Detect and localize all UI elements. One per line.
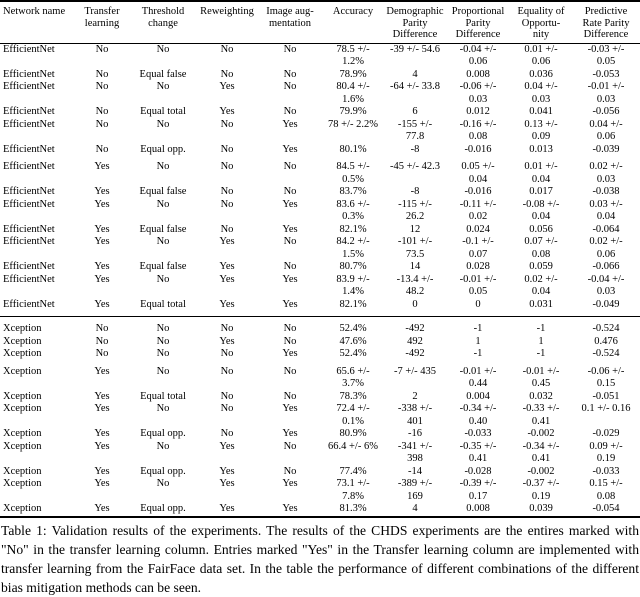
table-cell: -341 +/- 398 xyxy=(397,440,433,464)
table-cell: Yes xyxy=(282,478,298,489)
table-cell: -0.524 xyxy=(592,348,620,359)
header-row xyxy=(0,1,640,43)
table-cell: -0.04 +/- 0.06 xyxy=(459,43,497,67)
table-cell: No xyxy=(283,236,297,247)
table-row xyxy=(0,81,640,106)
table-cell: -0.08 +/- 0.04 xyxy=(522,198,560,222)
table-cell: -0.028 xyxy=(464,465,492,477)
table-cell: 0.01 +/- 0.04 xyxy=(524,161,558,185)
table-cell: Yes xyxy=(219,236,235,247)
table-cell: Yes xyxy=(94,440,110,452)
table-row xyxy=(0,119,640,144)
table-cell: 0.036 xyxy=(529,68,553,80)
table-cell: 81.3% xyxy=(339,503,367,514)
table-cell: 0.013 xyxy=(529,143,553,155)
table-cell: Yes xyxy=(94,223,110,235)
table-row xyxy=(0,199,640,224)
table-cell: No xyxy=(156,198,170,210)
table-cell: -0.066 xyxy=(592,261,620,272)
table-cell: Yes xyxy=(219,106,235,117)
table-cell: Yes xyxy=(282,118,298,130)
table-cell: 0.031 xyxy=(529,298,553,310)
table-cell: -8 xyxy=(410,143,420,155)
table-cell: No xyxy=(156,348,170,359)
table-cell: 0.02 +/- 0.06 xyxy=(589,236,623,260)
table-cell: No xyxy=(220,365,234,377)
table-cell: -0.016 xyxy=(464,143,492,155)
table-row xyxy=(0,317,640,336)
network-name-cell: Xception xyxy=(3,403,42,414)
table-cell: No xyxy=(220,348,234,359)
table-cell: 82.1% xyxy=(339,223,367,235)
table-cell: -8 xyxy=(410,186,420,197)
table-cell: Yes xyxy=(282,143,298,155)
table-cell: No xyxy=(156,335,170,347)
table-cell: No xyxy=(156,161,170,172)
table-cell: -0.33 +/- 0.41 xyxy=(522,403,560,427)
table-cell: 78.3% xyxy=(339,390,367,402)
network-name-cell: Xception xyxy=(3,428,42,439)
table-cell: Yes xyxy=(219,503,235,514)
column-header: Image aug- mentation xyxy=(258,1,322,43)
table-cell: -0.056 xyxy=(592,106,620,117)
table-cell: Yes xyxy=(282,348,298,359)
network-name-cell: Xception xyxy=(3,348,42,359)
network-name-cell: EfficientNet xyxy=(3,143,55,155)
network-name-cell: EfficientNet xyxy=(3,68,55,80)
table-cell: Yes xyxy=(219,261,235,272)
table-cell: 65.6 +/- 3.7% xyxy=(336,365,370,389)
table-row xyxy=(0,224,640,237)
table-cell: No xyxy=(156,403,170,414)
table-cell: -0.002 xyxy=(527,465,555,477)
table-cell: 47.6% xyxy=(339,335,367,347)
network-name-cell: Xception xyxy=(0,317,74,336)
table-cell: 78.9% xyxy=(339,68,367,80)
table-row xyxy=(0,441,640,466)
column-header: Demographic Parity Difference xyxy=(384,1,446,43)
table-cell: No xyxy=(220,390,234,402)
table-cell: Yes xyxy=(94,428,110,439)
table-cell: Equal total xyxy=(140,298,186,310)
table-cell: 72.4 +/- 0.1% xyxy=(336,403,370,427)
table-cell: No xyxy=(220,223,234,235)
table-cell: 0.07 +/- 0.08 xyxy=(524,236,558,260)
table-cell: Yes xyxy=(219,273,235,285)
table-cell: 0.476 xyxy=(594,335,618,347)
table-cell: -7 +/- 435 xyxy=(393,365,437,377)
table-cell: Yes xyxy=(94,465,110,477)
table-cell: No xyxy=(220,68,234,80)
table-cell: -1 xyxy=(536,348,546,359)
table-cell: 0.024 xyxy=(466,223,490,235)
table-cell: 0.02 +/- 0.03 xyxy=(589,161,623,185)
table-cell: No xyxy=(220,143,234,155)
table-row xyxy=(0,274,640,299)
table-cell: 78 +/- 2.2% xyxy=(328,118,378,130)
table-cell: -0.049 xyxy=(592,298,620,310)
table-cell: 0.039 xyxy=(529,503,553,514)
table-cell: No xyxy=(156,440,170,452)
table-cell: -0.064 xyxy=(592,223,620,235)
table-cell: -0.01 +/- 0.44 xyxy=(459,365,497,389)
table-cell: -492 xyxy=(384,317,446,336)
table-row xyxy=(0,428,640,441)
table-cell: -0.37 +/- 0.19 xyxy=(522,478,560,502)
table-cell: 6 xyxy=(412,106,418,117)
table-cell: 83.9 +/- 1.4% xyxy=(336,273,370,297)
network-name-cell: EfficientNet xyxy=(3,223,55,235)
table-cell: -0.11 +/- 0.02 xyxy=(459,198,497,222)
network-name-cell: Xception xyxy=(3,440,42,452)
table-cell: 80.9% xyxy=(339,428,367,439)
table-cell: -0.16 +/- 0.08 xyxy=(459,118,497,142)
table-cell: No xyxy=(283,81,297,92)
table-cell: No xyxy=(95,118,109,130)
table-cell: Yes xyxy=(94,186,110,197)
network-name-cell: EfficientNet xyxy=(3,186,55,197)
table-cell: 2 xyxy=(412,390,418,402)
table-cell: 1 xyxy=(538,335,544,347)
table-cell: -101 +/- 73.5 xyxy=(397,236,433,260)
table-cell: No xyxy=(220,118,234,130)
table-cell: No xyxy=(156,43,170,55)
table-cell: -338 +/- 401 xyxy=(397,403,433,427)
table-cell: 52.4% xyxy=(339,348,367,359)
table-cell: 0.03 +/- 0.04 xyxy=(589,198,623,222)
table-cell: 0.05 +/- 0.04 xyxy=(461,161,495,185)
table-cell: Yes xyxy=(94,261,110,272)
table-cell: No xyxy=(95,68,109,80)
table-cell: 12 xyxy=(409,223,421,235)
table-row xyxy=(0,478,640,503)
table-cell: No xyxy=(74,317,130,336)
table-cell: 0.02 +/- 0.04 xyxy=(524,273,558,297)
network-name-cell: EfficientNet xyxy=(3,81,55,92)
table-cell: -0.06 +/- 0.15 xyxy=(587,365,625,389)
network-name-cell: Xception xyxy=(3,478,42,489)
table-cell: -0.1 +/- 0.07 xyxy=(462,236,494,260)
table-row xyxy=(0,156,640,186)
table-cell: No xyxy=(283,43,297,55)
column-header: Network name xyxy=(0,1,74,43)
table-cell: -0.039 xyxy=(592,143,620,155)
table-cell: Yes xyxy=(219,81,235,92)
table-cell: No xyxy=(283,365,297,377)
table-cell: No xyxy=(283,161,297,172)
table-cell: Yes xyxy=(94,478,110,489)
table-cell: 66.4 +/- 6% xyxy=(328,440,378,452)
table-cell: No xyxy=(156,236,170,247)
table-row xyxy=(0,503,640,517)
table-cell: Yes xyxy=(94,298,110,310)
column-header: Proportional Parity Difference xyxy=(446,1,510,43)
table-cell: No xyxy=(220,428,234,439)
table-cell: No xyxy=(130,317,196,336)
table-cell: -115 +/- 26.2 xyxy=(398,198,432,222)
table-cell: Equal false xyxy=(139,186,187,197)
table-cell: -0.39 +/- 0.17 xyxy=(459,478,497,502)
table-cell: No xyxy=(95,81,109,92)
table-cell: 80.1% xyxy=(339,143,367,155)
table-row xyxy=(0,299,640,317)
network-name-cell: Xception xyxy=(3,465,42,477)
table-cell: -0.04 +/- 0.03 xyxy=(587,273,625,297)
table-cell: 73.1 +/- 7.8% xyxy=(336,478,370,502)
table-cell: 0.028 xyxy=(466,261,490,272)
table-cell: Equal false xyxy=(139,261,187,272)
table-cell: No xyxy=(95,335,109,347)
table-cell: -492 xyxy=(405,348,425,359)
table-cell: Yes xyxy=(94,273,110,285)
table-row xyxy=(0,403,640,428)
table-cell: 0.004 xyxy=(466,390,490,402)
table-cell: Equal total xyxy=(140,390,186,402)
network-name-cell: EfficientNet xyxy=(3,43,55,55)
table-cell: -0.34 +/- 0.40 xyxy=(459,403,497,427)
table-cell: No xyxy=(156,81,170,92)
table-cell: 82.1% xyxy=(339,298,367,310)
table-cell: -0.033 xyxy=(464,428,492,439)
table-cell: Yes xyxy=(282,223,298,235)
table-cell: Equal false xyxy=(139,68,187,80)
table-row xyxy=(0,106,640,119)
table-cell: -1 xyxy=(473,348,483,359)
table-cell: 4 xyxy=(412,68,418,80)
table-cell: Yes xyxy=(219,298,235,310)
table-cell: -14 xyxy=(408,465,422,477)
table-cell: 0 xyxy=(475,298,481,310)
table-caption: Table 1: Validation results of the experiments. The results of the CHDS experiments are the entires marked with "No" in the transfer learning column. Entries marked "Yes" in the Transfer learning column are implemented with transfer learning from the FairFace data set. In the table the performance of different combinations of the different bias mitigation methods can be seen. xyxy=(1,522,639,595)
table-cell: Equal opp. xyxy=(140,503,186,514)
network-name-cell: Xception xyxy=(3,335,42,347)
column-header: Transfer learning xyxy=(74,1,130,43)
table-row xyxy=(0,236,640,261)
table-cell: No xyxy=(220,198,234,210)
table-cell: -0.051 xyxy=(592,390,620,402)
table-cell: 84.2 +/- 1.5% xyxy=(336,236,370,260)
table-cell: No xyxy=(95,348,109,359)
table-cell: Yes xyxy=(219,465,235,477)
column-header: Predictive Rate Parity Difference xyxy=(572,1,640,43)
table-cell: 0.017 xyxy=(529,186,553,197)
table-cell: 0.15 +/- 0.08 xyxy=(589,478,623,502)
table-cell: -0.03 +/- 0.05 xyxy=(587,43,625,67)
table-row xyxy=(0,186,640,199)
column-header: Reweighting xyxy=(196,1,258,43)
network-name-cell: Xception xyxy=(3,365,42,377)
table-cell: No xyxy=(156,365,170,377)
table-cell: -0.35 +/- 0.41 xyxy=(459,440,497,464)
table-cell: -1 xyxy=(446,317,510,336)
table-cell: Equal opp. xyxy=(140,143,186,155)
table-cell: No xyxy=(283,390,297,402)
table-cell: 0.056 xyxy=(529,223,553,235)
table-cell: No xyxy=(283,465,297,477)
table-cell: Yes xyxy=(282,198,298,210)
table-cell: No xyxy=(220,161,234,172)
table-cell: No xyxy=(156,273,170,285)
table-cell: -45 +/- 42.3 xyxy=(390,161,440,172)
table-cell: -0.01 +/- 0.03 xyxy=(587,81,625,105)
table-cell: No xyxy=(283,106,297,117)
table-cell: 0.13 +/- 0.09 xyxy=(524,118,558,142)
table-cell: No xyxy=(283,186,297,197)
table-cell: Yes xyxy=(94,403,110,414)
network-name-cell: EfficientNet xyxy=(3,298,55,310)
table-cell: -0.06 +/- 0.03 xyxy=(459,81,497,105)
table-body xyxy=(0,43,640,517)
table-cell: Yes xyxy=(94,365,110,377)
table-row xyxy=(0,361,640,391)
table-cell: Yes xyxy=(94,390,110,402)
table-cell: Equal false xyxy=(139,223,187,235)
table-cell: Yes xyxy=(282,428,298,439)
table-cell: 0.1 +/- 0.16 xyxy=(581,403,631,414)
network-name-cell: EfficientNet xyxy=(3,198,55,210)
table-cell: 492 xyxy=(407,335,423,347)
table-row xyxy=(0,144,640,157)
table-cell: 83.7% xyxy=(339,186,367,197)
table-cell: Equal opp. xyxy=(140,428,186,439)
table-cell: 79.9% xyxy=(339,106,367,117)
table-cell: No xyxy=(283,335,297,347)
table-cell: 14 xyxy=(409,261,421,272)
table-cell: 0.059 xyxy=(529,261,553,272)
table-cell: -0.01 +/- 0.05 xyxy=(459,273,497,297)
table-cell: 52.4% xyxy=(322,317,384,336)
table-cell: 0.041 xyxy=(529,106,553,117)
network-name-cell: EfficientNet xyxy=(3,106,55,117)
table-cell: Yes xyxy=(282,503,298,514)
column-header: Accuracy xyxy=(322,1,384,43)
table-cell: 0.04 +/- 0.06 xyxy=(589,118,623,142)
table-row xyxy=(0,466,640,479)
table-cell: Equal opp. xyxy=(140,465,186,477)
table-cell: -0.34 +/- 0.41 xyxy=(522,440,560,464)
network-name-cell: Xception xyxy=(3,503,42,514)
table-cell: -1 xyxy=(510,317,572,336)
table-cell: No xyxy=(156,118,170,130)
table-cell: 0.008 xyxy=(466,503,490,514)
table-cell: 4 xyxy=(412,503,418,514)
network-name-cell: EfficientNet xyxy=(3,118,55,130)
table-cell: Equal total xyxy=(140,106,186,117)
table-cell: 0.032 xyxy=(529,390,553,402)
column-header: Threshold change xyxy=(130,1,196,43)
table-cell: Yes xyxy=(94,236,110,247)
table-cell: No xyxy=(196,317,258,336)
table-cell: Yes xyxy=(94,161,110,172)
table-cell: Yes xyxy=(219,335,235,347)
table-cell: Yes xyxy=(219,478,235,489)
table-cell: No xyxy=(258,317,322,336)
table-cell: -64 +/- 33.8 xyxy=(390,81,440,92)
table-cell: Yes xyxy=(94,198,110,210)
table-cell: -16 xyxy=(408,428,422,439)
table-cell: -0.029 xyxy=(592,428,620,439)
table-row xyxy=(0,43,640,69)
table-cell: -155 +/- 77.8 xyxy=(397,118,433,142)
network-name-cell: EfficientNet xyxy=(3,236,55,247)
table-cell: 0 xyxy=(412,298,418,310)
table-cell: 84.5 +/- 0.5% xyxy=(336,161,370,185)
table-cell: No xyxy=(220,186,234,197)
table-header xyxy=(0,1,640,43)
table-cell: No xyxy=(95,43,109,55)
table-cell: No xyxy=(220,43,234,55)
table-cell: 80.4 +/- 1.6% xyxy=(336,81,370,105)
table-cell: 80.7% xyxy=(339,261,367,272)
table-cell: -13.4 +/- 48.2 xyxy=(396,273,434,297)
table-cell: -389 +/- 169 xyxy=(397,478,433,502)
table-cell: No xyxy=(283,261,297,272)
table-cell: -0.002 xyxy=(527,428,555,439)
table-cell: -0.016 xyxy=(464,186,492,197)
network-name-cell: Xception xyxy=(3,390,42,402)
table-cell: No xyxy=(95,143,109,155)
table-cell: -0.033 xyxy=(592,465,620,477)
table-cell: -0.054 xyxy=(592,503,620,514)
table-cell: 0.04 +/- 0.03 xyxy=(524,81,558,105)
column-header: Equality of Opportu- nity xyxy=(510,1,572,43)
table-cell: No xyxy=(220,403,234,414)
network-name-cell: EfficientNet xyxy=(3,273,55,285)
table-cell: Yes xyxy=(282,273,298,285)
table-cell: 0.008 xyxy=(466,68,490,80)
table-cell: -0.524 xyxy=(572,317,640,336)
table-cell: Yes xyxy=(282,298,298,310)
table-row xyxy=(0,391,640,404)
table-cell: No xyxy=(283,440,297,452)
table-cell: Yes xyxy=(282,403,298,414)
table-cell: 83.6 +/- 0.3% xyxy=(336,198,370,222)
table-row xyxy=(0,348,640,361)
table-cell: Yes xyxy=(219,440,235,452)
table-row xyxy=(0,336,640,349)
table-cell: No xyxy=(156,478,170,489)
table-cell: -39 +/- 54.6 xyxy=(390,43,440,55)
table-cell: No xyxy=(95,106,109,117)
table-row xyxy=(0,261,640,274)
table-cell: -0.053 xyxy=(592,68,620,80)
table-cell: Yes xyxy=(94,503,110,514)
table-row xyxy=(0,69,640,82)
table-cell: -0.01 +/- 0.45 xyxy=(522,365,560,389)
table-cell: 78.5 +/- 1.2% xyxy=(336,43,370,67)
table-cell: 0.01 +/- 0.06 xyxy=(524,43,558,67)
table-cell: -0.038 xyxy=(592,186,620,197)
network-name-cell: EfficientNet xyxy=(3,261,55,272)
network-name-cell: EfficientNet xyxy=(3,161,55,172)
table-cell: 0.09 +/- 0.19 xyxy=(589,440,623,464)
table-cell: 0.012 xyxy=(466,106,490,117)
table-cell: No xyxy=(283,68,297,80)
table-cell: 77.4% xyxy=(339,465,367,477)
table-cell: 1 xyxy=(475,335,481,347)
